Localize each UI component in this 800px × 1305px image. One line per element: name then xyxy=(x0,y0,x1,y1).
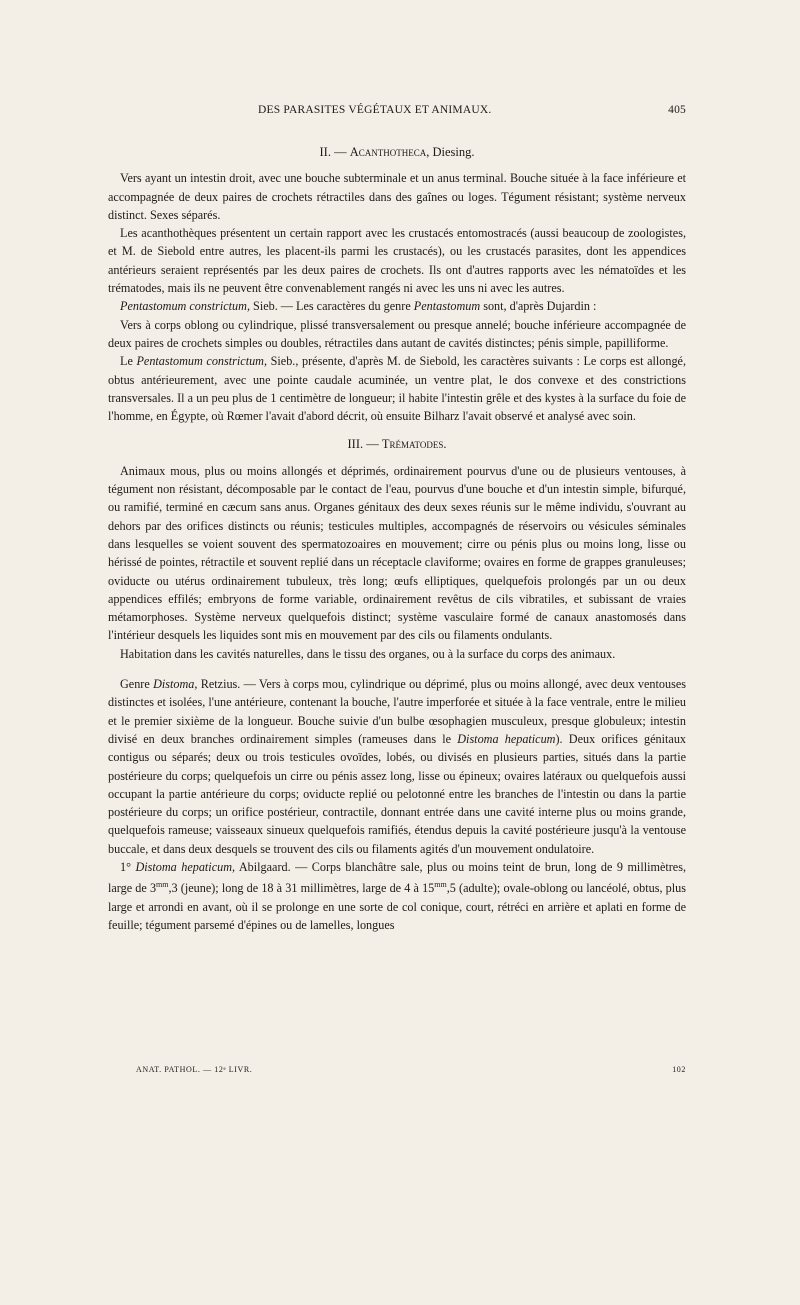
unit-superscript: mm xyxy=(156,880,169,890)
paragraph-description: Vers ayant un intestin droit, avec une bouche subterminale et un anus terminal. Bouche située à la face inférieure et accompagnée de deux paires de crochets rétractiles dans des gaînes ou loges. Tégument résistant; système nerveux distinct. Sexes séparés. xyxy=(108,171,686,222)
footer-sheet-number: 102 xyxy=(672,1065,686,1074)
species-name: Pentastomum constrictum, xyxy=(136,354,268,369)
paragraph-pentastomum-species xyxy=(108,352,686,425)
section-name: Trématodes. xyxy=(381,437,447,452)
spacer xyxy=(108,425,686,435)
text-run: Abilgaard. — Corps blanchâtre sale, plus ou moins teint de brun, long de 9 millimètres, large de 3 xyxy=(108,859,687,896)
species-name: Pentastomum constrictum, xyxy=(120,299,250,314)
text-run: Sieb., présente, d'après M. de Siebold, les caractères suivants : Le corps est allongé, obtus antérieurement, avec une pointe caudale acuminée, un ventre plat, le dos convexe et des constrictions transversales. Il a un peu plus de 1 centimètre de longueur; il habite l'intestin grêle et des kystes à la surface du foie de l'homme, en Égypte, où Rœmer l'avait d'abord décrit, où ensuite Bilharz l'avait observé et analysé avec soin. xyxy=(108,354,686,424)
section-heading-acanthotheca xyxy=(108,143,686,161)
section-number: II. — xyxy=(319,145,347,159)
page-number: 405 xyxy=(668,104,686,116)
text-run: 1° xyxy=(120,859,136,874)
text-run: ,5 (adulte); ovale-oblong ou lancéolé, obtus, plus large et arrondi en avant, où il se prolonge en une sorte de col conique, court, rétréci en arrière et aplati en forme de feuille; tégument parsemé d'épines ou de lamelles, longues xyxy=(108,881,686,932)
header-title: DES PARASITES VÉGÉTAUX ET ANIMAUX. xyxy=(258,104,492,116)
spacer xyxy=(108,663,686,675)
paragraph-relations: Les acanthothèques présentent un certain rapport avec les crustacés entomostracés (aussi beaucoup de zoologistes, et M. de Siebold entre autres, les placent-ils parmi les crustacés), ou les crustacés parasites, dont les appendices antérieurs seraient représentés par les deux paires de crochets. Ils ont d'autres rapports avec les nématoïdes et les trématodes, mais ils ne peuvent être convenablement rangés ni avec les uns ni avec les autres. xyxy=(108,226,686,296)
text-run: Retzius. — Vers à corps mou, cylindrique ou déprimé, plus ou moins allongé, avec deux ventouses distinctes et isolées, l'une antérieure, contenant la bouche, l'autre imperforée et située à la face ventrale, entre le milieu et le premier sixième de la longueur. Bouche suivie d'un bulbe œsophagien musculeux, presque globuleux; intestin divisé en deux branches ordinairement simples (rameuses dans le xyxy=(108,677,686,746)
genus-name: Distoma, xyxy=(153,677,198,692)
text-run: Sieb. — Les caractères du genre xyxy=(250,299,414,314)
genus-name: Pentastomum xyxy=(413,299,481,314)
text-run: ). Deux orifices génitaux contigus ou séparés; deux ou trois testicules ovoïdes, lobés, ou divisés en plusieurs parties, situés dans la partie postérieure du corps; quelquefois un cirre ou pénis assez long, lisse ou épineux; ovaires latéraux ou quelquefois aussi occupant la partie antérieure du corps; oviducte replié ou pelotonné entre les branches de l'intestin ou dans la partie postérieure du corps; un orifice postérieur, contractile, donnant entrée dans une cavité interne plus ou moins grande, quelquefois rameuse; vaisseaux sinueux quelquefois ramifiés, étendus depuis la cavité postérieure jusqu'à la ventouse buccale, et dans deux desquels se trouvent des cils ou filaments agités d'un mouvement ondulatoire. xyxy=(108,731,687,856)
paragraph-pentastomum-intro xyxy=(108,297,686,315)
paragraph-genus-distoma xyxy=(108,675,686,858)
unit-superscript: mm xyxy=(434,880,447,890)
page-body xyxy=(108,143,686,934)
paragraph-habitation: Habitation dans les cavités naturelles, dans le tissu des organes, ou à la surface du corps des animaux. xyxy=(120,646,616,661)
species-name: Distoma hepaticum, xyxy=(135,859,236,874)
paragraph-distoma-hepaticum xyxy=(108,858,686,934)
section-number: III. — xyxy=(347,437,379,452)
text-run: ,3 (jeune); long de 18 à 31 millimètres, large de 4 à 15 xyxy=(168,881,435,896)
section-name: Acanthotheca, xyxy=(349,145,430,159)
section-author: Diesing. xyxy=(432,145,475,159)
paragraph-genus-characters: Vers à corps oblong ou cylindrique, plissé transversalement ou presque annelé; bouche inférieure accompagnée de deux paires de crochets simples ou doubles, rétractiles dans autant de cavités distinctes; pénis simple, papilliforme. xyxy=(108,317,686,350)
text-run: Le xyxy=(120,354,137,369)
species-name: Distoma hepaticum xyxy=(457,731,556,746)
paragraph-trematodes-description: Animaux mous, plus ou moins allongés et déprimés, ordinairement pourvus d'une ou de plusieurs ventouses, à tégument non résistant, décomposable par le contact de l'eau, pourvus d'une bouche et d'un intestin simple, bifurqué, ou ramifié, terminé en cæcum sans anus. Organes génitaux des deux sexes réunis sur le même individu, s'ouvrant au dehors par des orifices distincts ou réunis; testicules multiples, accompagnés de réservoirs ou vésicules séminales dans lesquelles se voient souvent des spermatozoaires en mouvement; cirre ou pénis plus ou moins long, lisse ou hérissé de pointes, rétractile et souvent replié dans un réceptacle claviforme; ovaires en forme de grappes granuleuses; oviducte ou utérus ordinairement tubuleux, très long; œufs elliptiques, quelquefois prolongés par un ou deux appendices effilés; embryons de forme variable, ordinairement revêtus de cils vibratiles, et subissant de vraies métamorphoses. Système nerveux quelquefois distinct; système vasculaire formé de canaux anastomosés dans l'intérieur desquels les liquides sont mis en mouvement par des cils ou filaments ondulants. xyxy=(108,463,686,643)
footer-signature: ANAT. PATHOL. — 12ᵉ LIVR. xyxy=(136,1065,253,1074)
text-run: Genre xyxy=(120,677,154,692)
section-heading-trematodes xyxy=(108,435,686,453)
text-run: sont, d'après Dujardin : xyxy=(480,299,597,314)
